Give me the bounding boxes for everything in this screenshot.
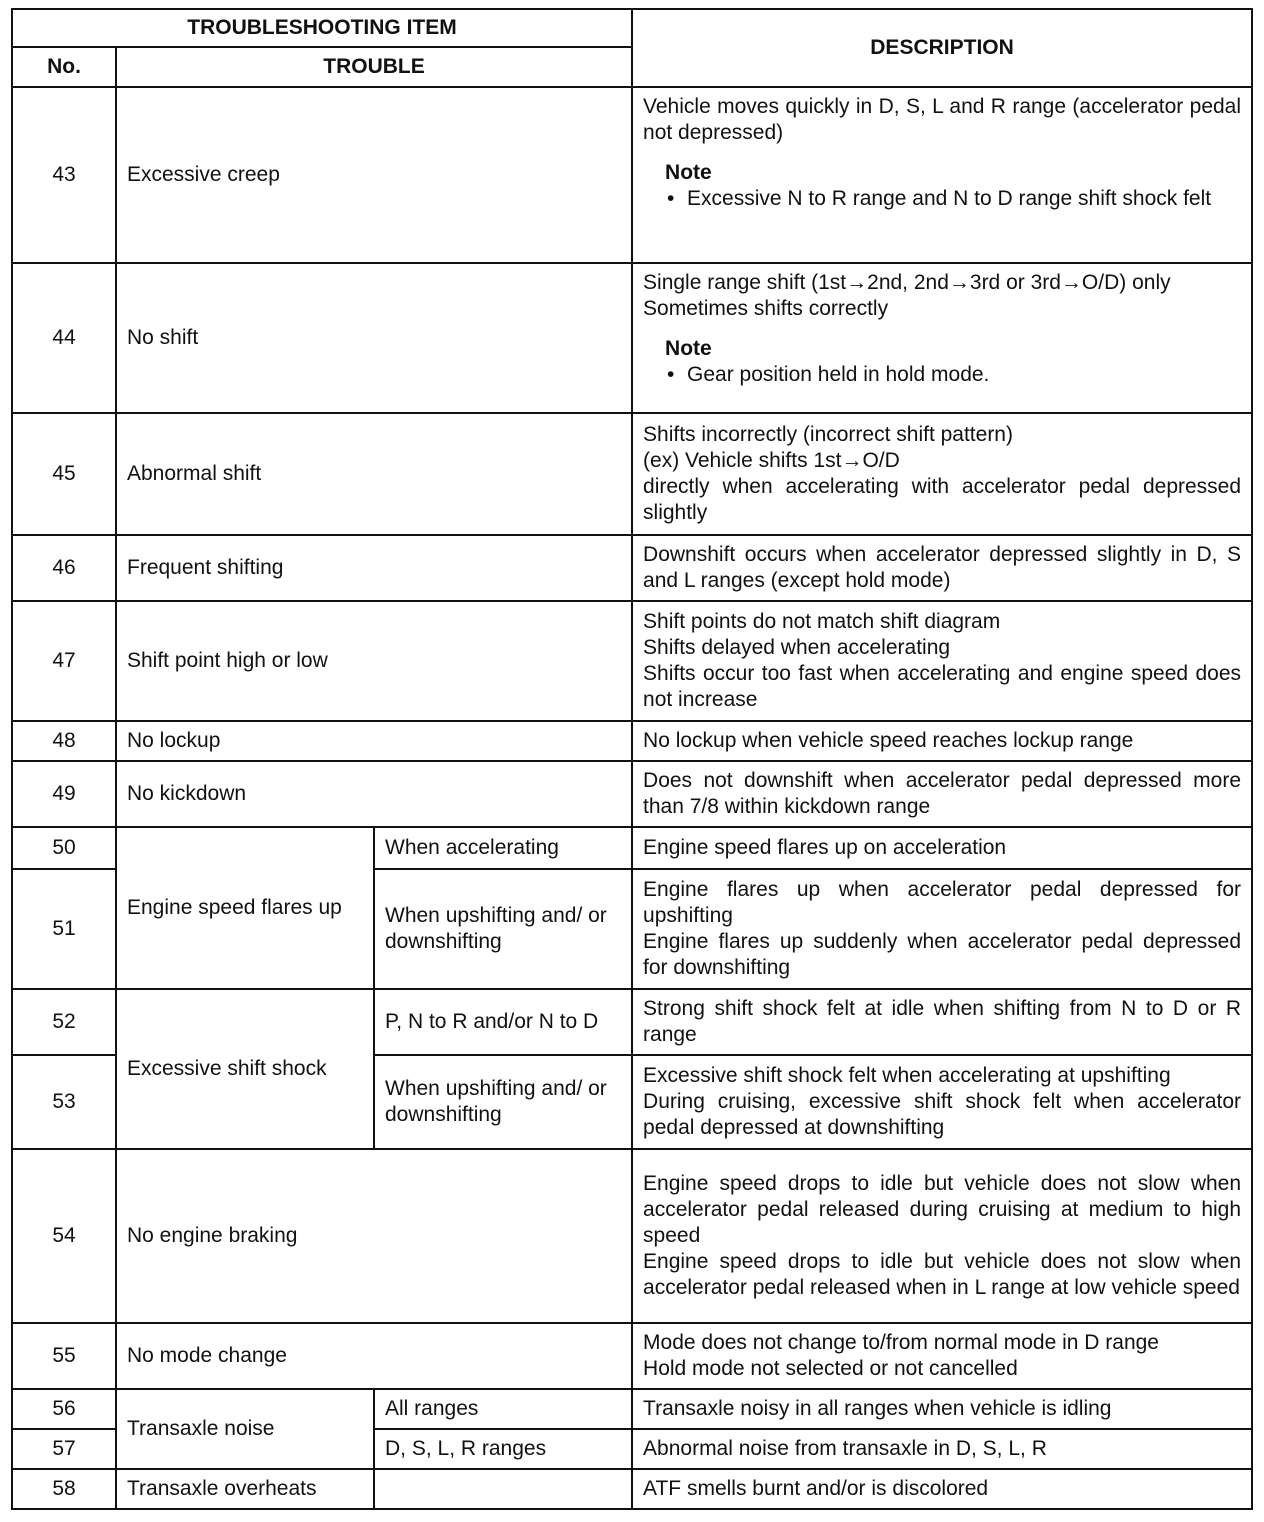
row-number: 54 [12,1149,116,1323]
trouble-header: TROUBLE [116,47,632,87]
condition-cell: When upshifting and/ or downshifting [374,869,632,989]
row-number: 55 [12,1323,116,1389]
description-line: Single range shift (1st→2nd, 2nd→3rd or 3rd→O/D) only [643,271,1171,294]
row-number: 48 [12,721,116,761]
table-row [12,827,1252,869]
description-line: Sometimes shifts correctly [643,297,889,320]
table-row [12,87,1252,263]
description-cell [632,761,1252,827]
description-line: Engine flares up when accelerator pedal depressed for upshifting [643,878,1242,927]
description-cell [632,413,1252,535]
row-number: 56 [12,1389,116,1429]
description-line: Engine speed drops to idle but vehicle does not slow when accelerator pedal released when in L range at low vehicle speed [643,1250,1242,1299]
description-cell [632,1055,1252,1149]
description-line: Mode does not change to/from normal mode in D range [643,1331,1159,1354]
row-number: 52 [12,989,116,1055]
trouble-cell: Abnormal shift [116,413,632,535]
row-number: 46 [12,535,116,601]
description-cell [632,1469,1252,1509]
description-line: Shifts incorrectly (incorrect shift pattern) [643,423,1013,446]
description-cell [632,1149,1252,1323]
trouble-cell: No kickdown [116,761,632,827]
description-cell [632,1389,1252,1429]
troubleshooting-table-sheet [11,8,1251,1510]
condition-cell: P, N to R and/or N to D [374,989,632,1055]
note-list [643,186,1241,212]
description-line: Vehicle moves quickly in D, S, L and R range (accelerator pedal not depressed) [643,95,1242,144]
trouble-cell: No lockup [116,721,632,761]
table-row [12,721,1252,761]
condition-cell: When accelerating [374,827,632,869]
note-title: Note [665,161,712,184]
description-line: Engine speed drops to idle but vehicle does not slow when accelerator pedal released during cruising at medium to high speed [643,1172,1242,1247]
description-line: Engine speed flares up on acceleration [643,836,1007,859]
description-line: Does not downshift when accelerator pedal depressed more than 7/8 within kickdown range [643,769,1242,818]
table-row [12,761,1252,827]
trouble-cell: Excessive creep [116,87,632,263]
table-row [12,1323,1252,1389]
description-cell [632,869,1252,989]
condition-cell: All ranges [374,1389,632,1429]
description-cell [632,263,1252,413]
row-number: 49 [12,761,116,827]
row-number: 44 [12,263,116,413]
table-row [12,1469,1252,1509]
description-cell [632,535,1252,601]
trouble-cell: Excessive shift shock [116,989,374,1149]
row-number: 45 [12,413,116,535]
description-line: Hold mode not selected or not cancelled [643,1357,1018,1380]
description-cell [632,87,1252,263]
table-row [12,989,1252,1055]
table-row [12,1149,1252,1323]
description-cell [632,989,1252,1055]
description-line: ATF smells burnt and/or is discolored [643,1477,989,1500]
table-row [12,535,1252,601]
table-row [12,413,1252,535]
note-item: • Gear position held in hold mode. [687,362,1241,388]
description-line: During cruising, excessive shift shock felt when accelerator pedal depressed at downshifting [643,1090,1242,1139]
troubleshooting-table [11,8,1253,1510]
description-line: Excessive shift shock felt when accelerating at upshifting [643,1064,1171,1087]
trouble-cell: Frequent shifting [116,535,632,601]
description-header: DESCRIPTION [632,9,1252,87]
table-row [12,601,1252,721]
condition-cell: When upshifting and/ or downshifting [374,1055,632,1149]
description-cell [632,827,1252,869]
table-row [12,1389,1252,1429]
description-line: Shifts delayed when accelerating [643,636,951,659]
row-number: 57 [12,1429,116,1469]
trouble-cell: Transaxle noise [116,1389,374,1469]
row-number: 47 [12,601,116,721]
description-line: Strong shift shock felt at idle when shifting from N to D or R range [643,997,1242,1046]
description-line: Shifts occur too fast when accelerating and engine speed does not increase [643,662,1242,711]
description-line: (ex) Vehicle shifts 1st→O/D [643,449,900,472]
description-line: Abnormal noise from transaxle in D, S, L, R [643,1437,1047,1460]
description-line: directly when accelerating with accelerator pedal depressed slightly [643,475,1242,524]
note-list [643,362,1241,388]
trouble-cell: No mode change [116,1323,632,1389]
trouble-cell: Shift point high or low [116,601,632,721]
description-line: Downshift occurs when accelerator depressed slightly in D, S and L ranges (except hold mode) [643,543,1242,592]
row-number: 50 [12,827,116,869]
trouble-cell: No shift [116,263,632,413]
note-item: • Excessive N to R range and N to D range shift shock felt [687,186,1241,212]
description-cell [632,601,1252,721]
description-cell [632,721,1252,761]
trouble-cell: No engine braking [116,1149,632,1323]
table-row [12,263,1252,413]
row-number: 51 [12,869,116,989]
description-cell [632,1323,1252,1389]
description-line: Engine flares up suddenly when accelerator pedal depressed for downshifting [643,930,1242,979]
condition-cell [374,1469,632,1509]
trouble-cell: Engine speed flares up [116,827,374,989]
row-number: 53 [12,1055,116,1149]
trouble-cell: Transaxle overheats [116,1469,374,1509]
row-number: 58 [12,1469,116,1509]
row-number: 43 [12,87,116,263]
description-line: No lockup when vehicle speed reaches lockup range [643,729,1134,752]
no-header: No. [12,47,116,87]
header-row-1 [12,9,1252,47]
description-line: Transaxle noisy in all ranges when vehicle is idling [643,1397,1112,1420]
condition-cell: D, S, L, R ranges [374,1429,632,1469]
note-title: Note [665,337,712,360]
troubleshooting-item-header: TROUBLESHOOTING ITEM [12,9,632,47]
description-cell [632,1429,1252,1469]
description-line: Shift points do not match shift diagram [643,610,1001,633]
